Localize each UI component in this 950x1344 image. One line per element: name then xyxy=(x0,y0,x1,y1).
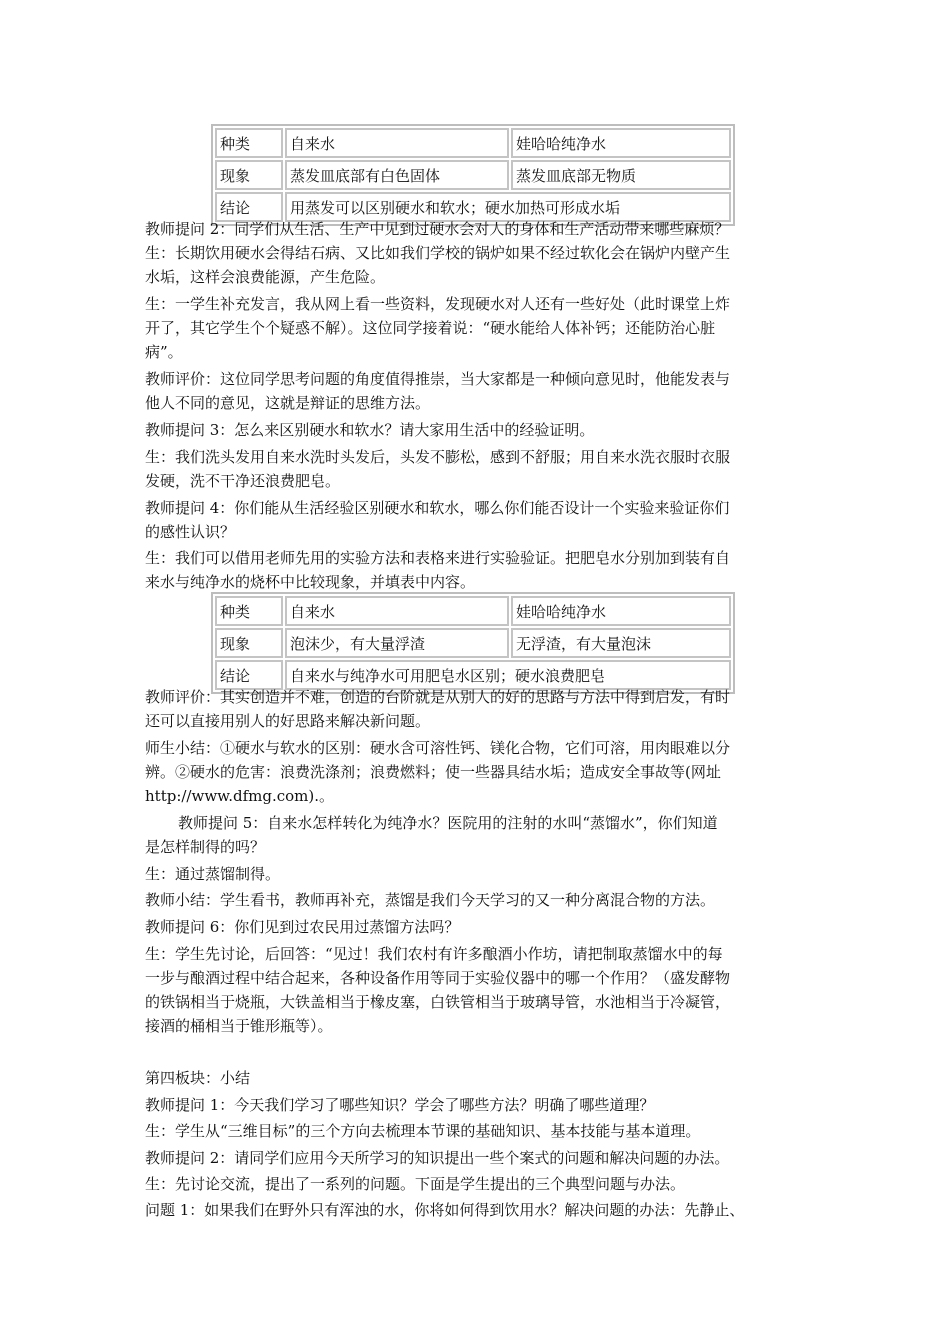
text-line: 水垢，这样会浪费能源，产生危险。 xyxy=(145,268,386,286)
table-cell: 蒸发皿底部有白色固体 xyxy=(285,160,509,190)
table-cell: 无浮渣，有大量泡沫 xyxy=(511,628,731,658)
text-line: 生：长期饮用硬水会得结石病、又比如我们学校的锅炉如果不经过软化会在锅炉内壁产生 xyxy=(145,244,731,262)
text-line: 教师提问 6：你们见到过农民用过蒸馏方法吗？ xyxy=(145,918,460,936)
table-row xyxy=(215,128,731,158)
text-line: 教师提问 3：怎么来区别硬水和软水？请大家用生活中的经验证明。 xyxy=(145,421,595,439)
text-line: 来水与纯净水的烧杯中比较现象，并填表中内容。 xyxy=(145,573,476,591)
text-line: 教师提问 1：今天我们学习了哪些知识？学会了哪些方法？明确了哪些道理？ xyxy=(145,1096,655,1114)
table-row xyxy=(215,596,731,626)
text-line: http://www.dfmg.com).。 xyxy=(145,787,335,805)
table-cell: 娃哈哈纯净水 xyxy=(511,128,731,158)
text-line: 发硬，洗不干净还浪费肥皂。 xyxy=(145,472,341,490)
table-cell: 用蒸发可以区别硬水和软水；硬水加热可形成水垢 xyxy=(285,192,731,222)
comparison-table-evaporation xyxy=(211,124,735,226)
text-line: 生：先讨论交流，提出了一系列的问题。下面是学生提出的三个典型问题与办法。 xyxy=(145,1175,686,1193)
text-line: 的感性认识？ xyxy=(145,523,236,541)
text-line: 生：一学生补充发言，我从网上看一些资料，发现硬水对人还有一些好处（此时课堂上炸 xyxy=(145,295,731,313)
comparison-table-soap xyxy=(211,592,735,694)
text-line: 教师提问 2：请同学们应用今天所学习的知识提出一些个案式的问题和解决问题的办法。 xyxy=(145,1149,730,1167)
table-row xyxy=(215,160,731,190)
text-line: 师生小结：①硬水与软水的区别：硬水含可溶性钙、镁化合物，它们可溶，用肉眼难以分 xyxy=(145,739,731,757)
table-cell: 自来水 xyxy=(285,596,509,626)
text-line: 生：通过蒸馏制得。 xyxy=(145,865,281,883)
text-line: 是怎样制得的吗？ xyxy=(145,838,266,856)
table-cell: 结论 xyxy=(215,660,283,690)
text-line: 生：学生从“三维目标”的三个方向去梳理本节课的基础知识、基本技能与基本道理。 xyxy=(145,1122,701,1140)
text-line: 他人不同的意见，这就是辩证的思维方法。 xyxy=(145,394,431,412)
table-cell: 自来水 xyxy=(285,128,509,158)
text-line: 问题 1：如果我们在野外只有浑浊的水，你将如何得到饮用水？解决问题的办法：先静止、 xyxy=(145,1201,745,1219)
text-line: 生：学生先讨论，后回答：“见过！我们农村有许多酿酒小作坊，请把制取蒸馏水中的每 xyxy=(145,945,723,963)
table-row xyxy=(215,628,731,658)
table-cell: 自来水与纯净水可用肥皂水区别；硬水浪费肥皂 xyxy=(285,660,731,690)
table-cell: 娃哈哈纯净水 xyxy=(511,596,731,626)
table-cell: 蒸发皿底部无物质 xyxy=(511,160,731,190)
text-line: 教师提问 2：同学们从生活、生产中见到过硬水会对人的身体和生产活动带来哪些麻烦？ xyxy=(145,220,730,238)
text-line: 还可以直接用别人的好思路来解决新问题。 xyxy=(145,712,431,730)
text-line: 生：我们洗头发用自来水洗时头发后，头发不膨松，感到不舒服；用自来水洗衣服时衣服 xyxy=(145,448,731,466)
table-cell: 种类 xyxy=(215,596,283,626)
text-line: 生：我们可以借用老师先用的实验方法和表格来进行实验验证。把肥皂水分别加到装有自 xyxy=(145,549,731,567)
text-line: 开了，其它学生个个疑惑不解）。这位同学接着说：“硬水能给人体补钙；还能防治心脏 xyxy=(145,319,716,337)
section-heading: 第四板块：小结 xyxy=(145,1069,251,1087)
table-cell: 种类 xyxy=(215,128,283,158)
table-cell: 泡沫少，有大量浮渣 xyxy=(285,628,509,658)
text-line: 教师小结：学生看书，教师再补充，蒸馏是我们今天学习的又一种分离混合物的方法。 xyxy=(145,891,716,909)
text-line: 教师提问 4：你们能从生活经验区别硬水和软水，哪么你们能否设计一个实验来验证你们 xyxy=(145,499,730,517)
text-line: 一步与酿酒过程中结合起来，各种设备作用等同于实验仪器中的哪一个作用？（盛发酵物 xyxy=(145,969,731,987)
text-line: 辨。②硬水的危害：浪费洗涤剂；浪费燃料；使一些器具结水垢；造成安全事故等(网址 xyxy=(145,763,721,781)
text-line: 接酒的桶相当于锥形瓶等）。 xyxy=(145,1017,333,1035)
text-line: 教师提问 5：自来水怎样转化为纯净水？医院用的注射的水叫“蒸馏水”，你们知道 xyxy=(178,814,718,832)
text-line: 的铁锅相当于烧瓶，大铁盖相当于橡皮塞，白铁管相当于玻璃导管，水池相当于冷凝管， xyxy=(145,993,731,1011)
table-cell: 结论 xyxy=(215,192,283,222)
text-line: 教师评价：这位同学思考问题的角度值得推崇，当大家都是一种倾向意见时，他能发表与 xyxy=(145,370,731,388)
table-cell: 现象 xyxy=(215,160,283,190)
text-line: 病”。 xyxy=(145,343,183,361)
text-line: 教师评价：其实创造并不难，创造的台阶就是从别人的好的思路与方法中得到启发，有时 xyxy=(145,688,731,706)
table-cell: 现象 xyxy=(215,628,283,658)
